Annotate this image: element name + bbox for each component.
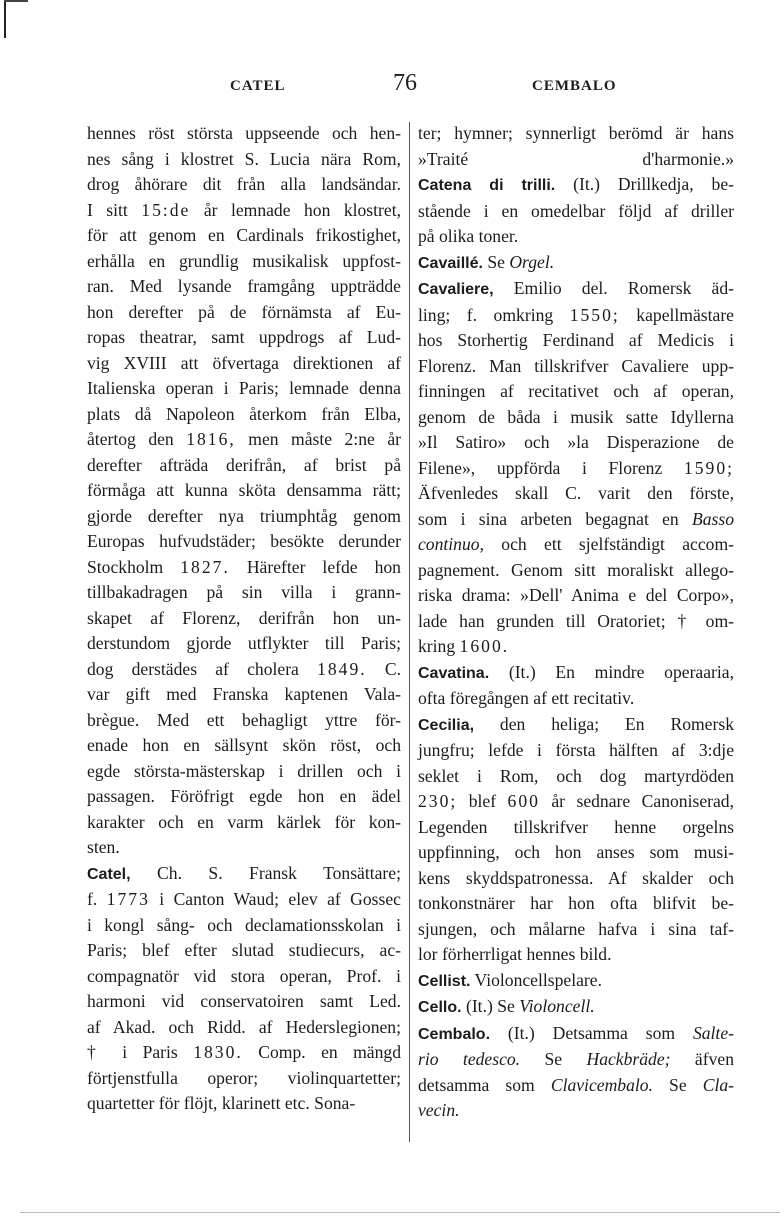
text-line: vig XVIII att öfvertaga direktionen af <box>87 352 401 373</box>
column-divider <box>409 122 410 1142</box>
text-line: Cavaliere, Emilio del. Romersk äd- <box>418 278 734 298</box>
text-line: † i Paris 1830. Comp. en mängd <box>87 1042 401 1062</box>
text-line: Italienska operan i Paris; lemnade denna <box>87 378 401 398</box>
text-line: derefter afträda derifrån, af brist på <box>87 454 401 475</box>
text-line: Paris; blef efter slutad studiecurs, ac- <box>87 940 401 960</box>
text-line: riska drama: »Dell' Anima e del Corpo», <box>418 585 734 605</box>
text-line: compagnatör vid stora operan, Prof. i <box>87 965 401 986</box>
text-line: skapet af Florenz, derifrån hon un- <box>87 607 401 628</box>
text-line: genom de båda i musik satte Idyllerna <box>418 406 734 427</box>
text-line: seklet i Rom, och dog martyrdöden <box>418 765 734 786</box>
text-line: continuo, och ett sjelfständigt accom- <box>418 534 734 554</box>
text-line: Cello. (It.) Se Violoncell. <box>418 996 595 1016</box>
text-line: sten. <box>87 837 120 857</box>
text-line: tillbakadragen på sin villa i grann- <box>87 582 401 602</box>
text-line: återtog den 1816, men måste 2:ne år <box>87 429 401 449</box>
text-line: brègue. Med ett behagligt yttre för- <box>87 709 401 730</box>
text-line: Äfvenledes skall C. varit den förste, <box>418 483 734 503</box>
text-line: hennes röst största uppseende och hen- <box>87 123 401 143</box>
text-line: f. 1773 i Canton Waud; elev af Gossec <box>87 889 401 909</box>
text-line: Cavaillé. Se Orgel. <box>418 251 555 272</box>
text-line: stående i en omedelbar följd af driller <box>418 200 734 221</box>
text-line: finningen af recitativet och af operan, <box>418 381 734 401</box>
text-line: Stockholm 1827. Härefter lefde hon <box>87 556 401 577</box>
text-line: hon derefter på de förnämsta af Eu- <box>87 301 401 322</box>
text-line: sjungen, och målarne hafva i sina taf- <box>418 918 734 939</box>
text-line: uppfinning, och hon anses som musi- <box>418 842 734 862</box>
text-line: ropas theatrar, samt uppdrogs af Lud- <box>87 327 401 347</box>
text-line: hos Storhertig Ferdinand af Medicis i <box>418 330 734 350</box>
text-line: Legenden tillskrifver henne orgelns <box>418 816 734 837</box>
text-line: rio tedesco. Se Hackbräde; äfven <box>418 1049 734 1069</box>
text-line: derstundom gjorde utflykter till Paris; <box>87 633 401 653</box>
text-line: Catel, Ch. S. Fransk Tonsättare; <box>87 862 401 883</box>
text-line: Filene», uppförda i Florenz 1590; <box>418 457 734 478</box>
text-line: ofta föregången af ett recitativ. <box>418 688 635 708</box>
text-line: »Il Satiro» och »la Disperazione de <box>418 432 734 452</box>
text-line: Catena di trilli. (It.) Drillkedja, be- <box>418 174 734 194</box>
text-line: karakter och en varm kärlek för kon- <box>87 811 401 832</box>
text-line: ling; f. omkring 1550; kapellmästare <box>418 304 734 325</box>
text-line: Europas hufvudstäder; besökte derunder <box>87 531 401 551</box>
text-line: kens skyddspatronessa. Af skalder och <box>418 867 734 888</box>
text-line: plats då Napoleon återkom från Elba, <box>87 403 401 424</box>
text-line: Florenz. Man tillskrifver Cavaliere upp- <box>418 355 734 376</box>
scan-border <box>4 0 6 38</box>
left-column <box>87 121 401 1117</box>
text-line: quartetter för flöjt, klarinett etc. Sona- <box>87 1093 356 1113</box>
text-line: ter; hymner; synnerligt berömd är hans <box>418 123 734 143</box>
text-line: tonkonstnärer har hon ofta blifvit be- <box>418 893 734 913</box>
running-head-left: CATEL <box>230 78 286 94</box>
text-line: Cavatina. (It.) En mindre operaaria, <box>418 661 734 682</box>
text-line: i kongl sång- och declamationsskolan i <box>87 914 401 935</box>
text-line: pagnement. Genom sitt moraliskt allego- <box>418 559 734 580</box>
page-number: 76 <box>393 70 417 96</box>
text-line: Cembalo. (It.) Detsamma som Salte- <box>418 1022 734 1043</box>
text-line: passagen. Föröfrigt egde hon en ädel <box>87 786 401 806</box>
text-line: af Akad. och Ridd. af Hederslegionen; <box>87 1016 401 1037</box>
text-line: erhålla en grundlig musikalisk uppfost- <box>87 250 401 271</box>
text-line: nes sång i klostret S. Lucia nära Rom, <box>87 148 401 169</box>
text-line: enade hon en sällsynt skön röst, och <box>87 735 401 755</box>
text-line: »Traité d'harmonie.» <box>418 148 734 169</box>
text-line: Cecilia, den heliga; En Romersk <box>418 713 734 734</box>
text-line: egde största-mästerskap i drillen och i <box>87 760 401 781</box>
text-line: lor förherrligat hennes bild. <box>418 944 612 964</box>
text-line: I sitt 15:de år lemnade hon klostret, <box>87 199 402 220</box>
text-line: ran. Med lysande framgång uppträdde <box>87 276 401 296</box>
text-line: drog åhörare dit från alla landsändar. <box>87 174 401 194</box>
text-line: harmoni vid conservatoiren samt Led. <box>87 991 401 1011</box>
text-line: på olika toner. <box>418 226 519 246</box>
text-line: förmåga att kunna sköta densamma rätt; <box>87 480 401 500</box>
running-head-right: CEMBALO <box>532 78 617 94</box>
text-line: för att genom en Cardinals frikostighet, <box>87 225 401 245</box>
text-line: 230; blef 600 år sednare Canoniserad, <box>418 791 734 811</box>
text-line: Cellist. Violoncellspelare. <box>418 969 602 990</box>
text-line: dog derstädes af cholera 1849. C. <box>87 658 401 679</box>
text-line: gjorde derefter nya triumphtåg genom <box>87 505 401 526</box>
text-line: kring 1600. <box>418 636 510 656</box>
text-line: var gift med Franska kaptenen Vala- <box>87 684 401 704</box>
text-line: lade han grunden till Oratoriet; † om- <box>418 610 734 631</box>
scan-border-top <box>4 0 28 2</box>
text-line: vecin. <box>418 1100 460 1120</box>
text-line: som i sina arbeten begagnat en Basso <box>418 508 734 529</box>
right-column <box>418 121 734 1124</box>
text-line: detsamma som Clavicembalo. Se Cla- <box>418 1074 734 1095</box>
text-line: förtjenstfulla operor; violinquartetter; <box>87 1067 401 1088</box>
text-line: jungfru; lefde i första hälften af 3:dje <box>418 740 734 760</box>
bottom-rule <box>20 1212 780 1213</box>
